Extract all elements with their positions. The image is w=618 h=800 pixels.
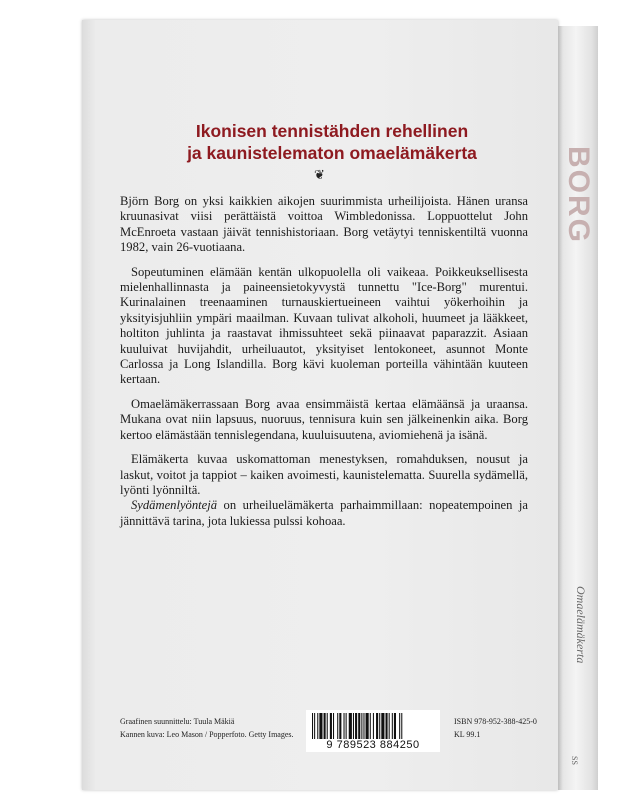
barcode-bar: [389, 713, 390, 739]
barcode-bar: [327, 713, 328, 739]
barcode-bar: [344, 713, 345, 739]
barcode-bar: [312, 713, 313, 739]
blurb-paragraph-4: Elämäkerta kuvaa uskomattoman menestyksen, romahduksen, nousut ja laskut, voitot ja tappiot – kaiken avoimesti, kaunistelematta. Suurella sydämellä, lyönti lyönniltä.: [120, 452, 528, 497]
barcode-bar: [401, 713, 402, 739]
spine-subtitle: Omaelämäkerta: [574, 586, 588, 664]
barcode-bar: [394, 713, 396, 739]
barcode-bar: [349, 713, 352, 739]
blurb-paragraph-5: [120, 498, 528, 529]
barcode-bar: [346, 713, 347, 739]
barcode-bar: [381, 713, 384, 739]
book-back-cover-photo: [82, 20, 598, 790]
barcode-bar: [379, 713, 380, 739]
cover-credits: [120, 716, 294, 741]
headline-line-1: Ikonisen tennistähden rehellinen: [195, 121, 469, 141]
blurb-paragraph-5-text: on urheiluelämäkerta parhaimmillaan: nopeatempoinen ja jännittävä tarina, jota lukiessa pulssi kohoaa.: [120, 498, 528, 528]
barcode-bar: [399, 713, 400, 739]
barcode-bar: [386, 713, 388, 739]
blurb-text: [120, 194, 528, 529]
barcode-bar: [324, 713, 326, 739]
barcode-bar: [339, 713, 341, 739]
barcode-bar: [337, 713, 338, 739]
spine-code: SS: [570, 756, 579, 765]
barcode-number: 9 789523 884250: [326, 739, 420, 751]
barcode-bar: [366, 713, 369, 739]
fleuron-ornament-icon: ❦: [314, 167, 325, 182]
barcode-bars: [310, 713, 436, 739]
barcode-bar: [317, 713, 318, 739]
barcode-bar: [373, 713, 374, 739]
credit-photo: Kannen kuva: Leo Mason / Popperfoto. Getty Images.: [120, 729, 294, 739]
barcode-bar: [363, 713, 364, 739]
headline-line-2: ja kaunistelematon omaelämäkerta: [187, 143, 477, 163]
barcode-bar: [319, 713, 322, 739]
barcode-bar: [333, 713, 334, 739]
barcode-bar: [314, 713, 315, 739]
book-title-italic: Sydämenlyöntejä: [131, 498, 218, 513]
book-spine: [558, 26, 598, 790]
barcode-bar: [355, 713, 357, 739]
spine-title: BORG: [562, 146, 595, 244]
barcode-bar: [361, 713, 362, 739]
library-classification: KL 99.1: [454, 729, 481, 739]
blurb-paragraph-1: Björn Borg on yksi kaikkien aikojen suurimmista urheilijoista. Hänen uransa kruunasivat viisi perättäistä voittoa Wimbledonissa. Loppuottelut John McEnroeta vastaan jäivät tennishistoriaan. Borg vetäytyi tenniskentiltä vuonna 1982, vain 26-vuotiaana.: [120, 194, 528, 255]
back-cover: [82, 20, 558, 790]
barcode-bar: [370, 713, 371, 739]
credit-design: Graafinen suunnittelu: Tuula Mäkiä: [120, 717, 235, 726]
cover-headline: [122, 120, 542, 164]
barcode-bar: [330, 713, 332, 739]
isbn-number: ISBN 978-952-388-425-0: [454, 717, 537, 726]
barcode-bar: [358, 713, 360, 739]
blurb-paragraph-2: Sopeutuminen elämään kentän ulkopuolella oli vaikeaa. Poikkeuksellisesta mielenhallinnasta ja paineensietokyvystä tunnettu "Ice-Borg" murentui. Kurinalainen treenaaminen turnauskiertueineen vaihtui yökerhoihin ja yksityisjuhliin ympäri maailman. Kuvaan tulivat alkoholi, huumeet ja lääkkeet, holtiton juhlinta ja raastavat ihmissuhteet sekä piinaavat paparazzit. Asiaan kuuluivat huvijahdit, urheiluautot, yksityiset lentokoneet, asunnot Monte Carlossa ja Long Islandilla. Borg kävi kuoleman porteilla vähintään kuuteen kertaan.: [120, 264, 528, 387]
blurb-paragraph-3: Omaelämäkerrassaan Borg avaa ensimmäistä kertaa elämäänsä ja uraansa. Mukana ovat niin lapsuus, nuoruus, tennisura kuin sen jälkeinenkin aika. Borg kertoo elämästään tennislegendana, kuuluisuutena, aviomiehenä ja isänä.: [120, 396, 528, 442]
barcode-bar: [392, 713, 393, 739]
isbn-block: [454, 716, 537, 741]
barcode-bar: [376, 713, 378, 739]
barcode: [306, 710, 440, 752]
barcode-bar: [353, 713, 354, 739]
